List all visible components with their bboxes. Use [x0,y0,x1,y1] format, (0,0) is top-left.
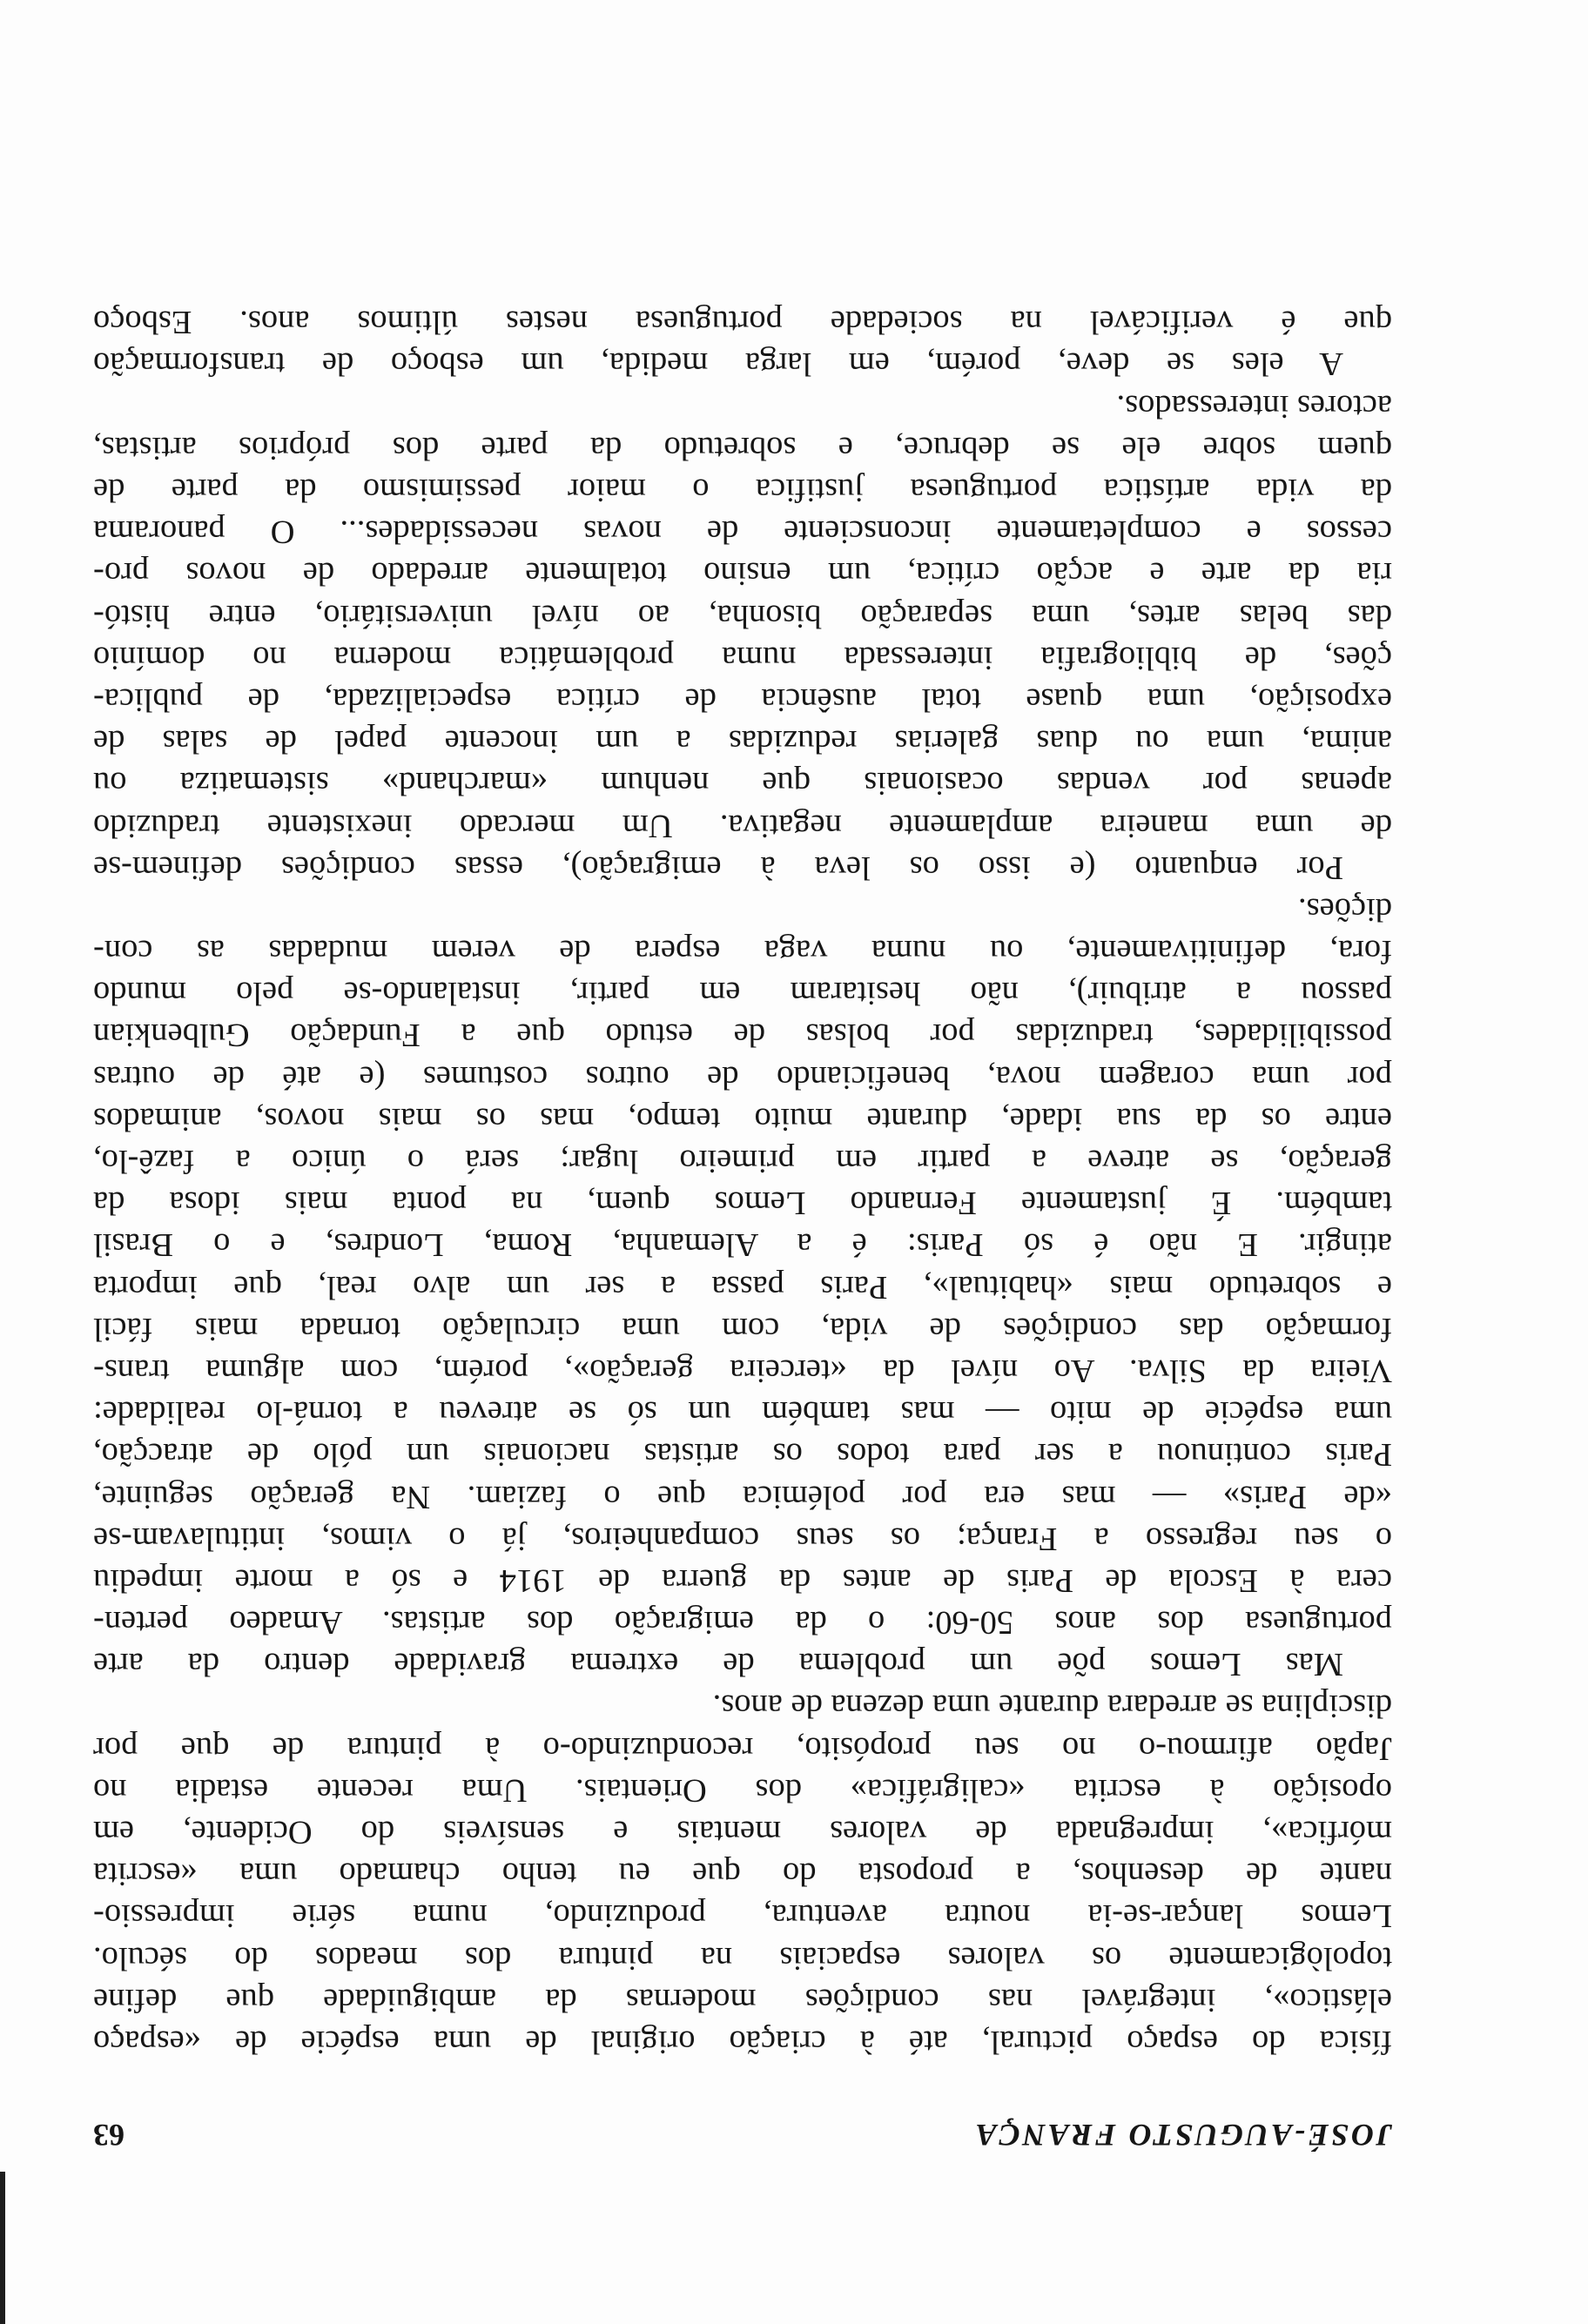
scan-edge-mark [0,2172,5,2324]
text-line: nante de desenhos, a proposta do que eu tenho chamado uma «escrita [93,1856,1392,1893]
text-line: possibilidades, traduzidas por bolsas de estudo que a Fundação Gulbenkian [93,1017,1392,1054]
text-line: que é verificável na sociedade portuguesa nestes últimos anos. Esboço [93,304,1392,341]
text-line: apenas por vendas ocasionais que nenhum «marchand» sistematiza ou [93,765,1392,803]
text-line: topològicamente os valores espaciais na pintura dos meados do século. [93,1939,1392,1977]
text-line: passou a atribuir), não hesitaram em partir, instalando-se pelo mundo [93,975,1392,1012]
running-head: JOSÉ-AUGUSTO FRANÇA [972,2118,1392,2153]
text-line: mórfica», impregnada de valores mentais e sensíveis do Ocidente, em [93,1814,1392,1851]
text-line: disciplina se arredara durante uma dezena de anos. [712,1688,1392,1725]
text-line: entre os da sua idade, durante muito tempo, mas os mais novos, animados [93,1100,1392,1138]
text-line: Lemos lançar-se-ia noutra aventura, produzindo, numa série impressio- [93,1897,1392,1935]
text-line: fora, definitivamente, ou numa vaga espera de verem mudadas as con- [93,933,1392,971]
text-line: formação das condições de vida, com uma circulação tornada mais fácil [93,1310,1392,1347]
text-line: quem sobre ele se debruce, e sobretudo da parte dos próprios artistas, [93,429,1392,467]
text-line: A eles se deve, porém, em larga medida, um esboço de transformação [93,346,1343,383]
text-line: também. É justamente Fernando Lemos quem, na ponta mais idosa da [93,1185,1392,1222]
text-line: Por enquanto (e isso os leva à emigração), essas condições definem-se [93,849,1343,886]
text-line: Japão afirmou-o no seu propósito, reconduzindo-o à pintura de que por [93,1730,1392,1767]
text-line: por uma coragem nova, beneficiando de outros costumes (e até de outras [93,1058,1392,1096]
text-line: exposição, uma quase total ausência de crítica especializada, de publica- [93,682,1392,718]
text-line: elástico», integrável nas condições modernas da ambiguidade que define [93,1981,1392,2018]
text-line: anima, uma ou duas galerias reduzidas a um inocente papel de salas de [93,723,1392,761]
text-line: da vida artística portuguesa justifica o maior pessimismo da parte de [93,472,1392,509]
text-line: portuguesa dos anos 50-60: o da emigração dos artistas. Amadeo perten- [93,1604,1392,1642]
page-number: 63 [93,2118,124,2153]
text-line: de uma maneira amplamente negativa. Um mercado inexistente traduzido [93,807,1392,844]
text-line: atingir. E não é só Paris: é a Alemanha, Roma, Londres, e o Brasil [93,1226,1392,1264]
text-line: oposição à escrita «caligráfica» dos Orientais. Uma recente estadia no [93,1771,1392,1809]
text-line: geração, se atreve a partir em primeiro lugar; será o único a fazê-lo, [93,1143,1392,1180]
text-line: Paris continuou a ser para todos os artistas nacionais um pólo de atracção, [93,1436,1392,1474]
body-text [93,301,1392,2063]
text-line: actores interessados. [1116,387,1392,425]
text-line: ções, de bibliografia interessada numa problemática moderna no domínio [93,639,1392,676]
text-line: uma espécie de mito — mas também um só se atreveu a torná-lo realidade: [93,1394,1392,1432]
page-header [93,2101,1392,2153]
text-line: ria da arte e acção crítica, um ensino totalmente arredado de novos pro- [93,555,1392,593]
text-line: das belas artes, uma separação bisonha, ao nível universitário, entre histó- [93,597,1392,635]
text-line: Mas Lemos põe um problema de extrema gravidade dentro da arte [93,1646,1343,1683]
text-line: e sobretudo mais «habitual», Paris passa a ser um alvo real, que importa [93,1268,1392,1306]
text-line: cessos e completamente inconsciente de novas necessidades... O panorama [93,514,1392,551]
text-line: Vieira da Silva. Ao nível da «terceira geração», porém, com alguma trans- [93,1353,1392,1389]
text-line: cera à Escola de Paris de antes da guerra de 1914 e só a morte impediu [93,1562,1392,1599]
text-line: «de Paris» — mas era por polémica que o faziam. Na geração seguinte, [93,1478,1392,1515]
text-line: dições. [1298,890,1392,928]
text-line: o seu regresso a França; os seus companheiros, já o vimos, intitulavam-se [93,1520,1392,1557]
text-line: física do espaço pictural, até à criação original de uma espécie de «espaço [93,2024,1392,2060]
